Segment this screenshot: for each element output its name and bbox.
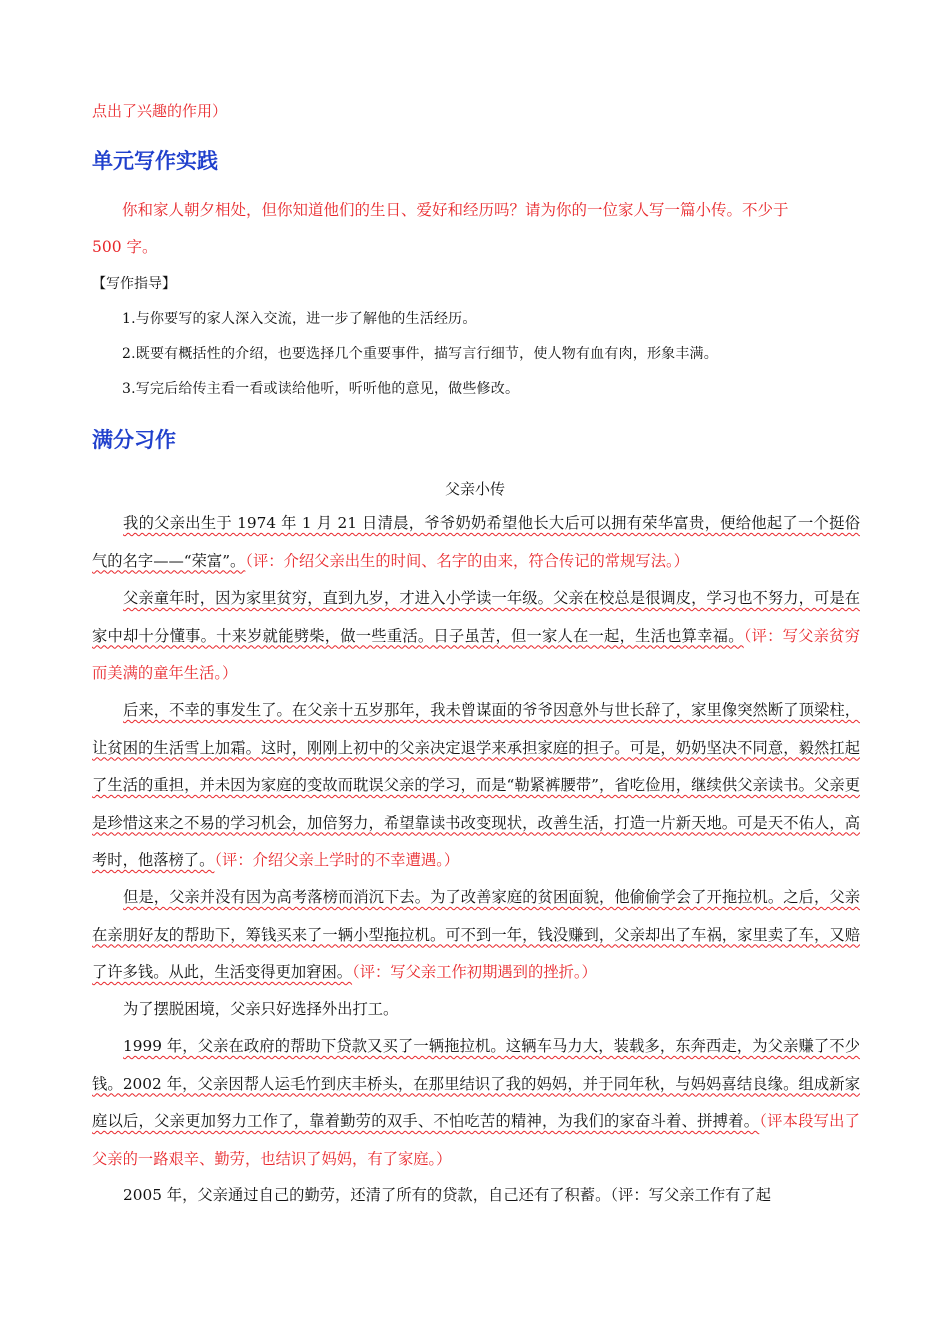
paragraph-comment: （评：写父亲工作初期遇到的挫折。） <box>352 963 597 981</box>
essay-paragraph <box>92 1177 860 1215</box>
essay-paragraph <box>92 692 860 880</box>
essay-paragraph <box>92 879 860 992</box>
essay-paragraph <box>92 505 860 580</box>
essay-paragraph <box>92 991 860 1029</box>
paragraph-comment: （评：写父亲贫穷而美满的童年生活。） <box>92 626 860 682</box>
essay-paragraph <box>92 1028 860 1178</box>
essay-title: 父亲小传 <box>444 480 505 498</box>
paragraph-text: 为了摆脱困境，父亲只好选择外出打工。 <box>123 1000 399 1018</box>
paragraph-text: 我的父亲出生于 1974 年 1 月 21 日清晨，爷爷奶奶希望他长大后可以拥有荣华富贵，便给他起了一个挺俗气的名字——“荣富”。 <box>92 514 860 570</box>
writing-guide-item: 2.既要有概括性的介绍，也要选择几个重要事件，描写言行细节，使人物有血有肉，形象丰满。 <box>122 346 718 362</box>
paragraph-text: 1999 年，父亲在政府的帮助下贷款又买了一辆拖拉机。这辆车马力大，装载多，东奔西走，为父亲赚了不少钱。2002 年，父亲因帮人运毛竹到庆丰桥头，在那里结识了我的妈妈，并于同年秋，与妈妈喜结良缘。组成新家庭以后，父亲更加努力工作了，靠着勤劳的双手、不怕吃苦的精神，为我们的家奋斗着、拼搏着。 <box>92 1037 860 1130</box>
top-fragment: 点出了兴趣的作用） <box>92 102 228 120</box>
paragraph-text: 父亲童年时，因为家里贫穷，直到九岁，才进入小学读一年级。父亲在校总是很调皮，学习也不努力，可是在家中却十分懂事。十来岁就能劈柴，做一些重活。日子虽苦，但一家人在一起，生活也算幸福。 <box>92 589 860 645</box>
writing-guide-label: 【写作指导】 <box>92 276 176 292</box>
paragraph-text: 但是，父亲并没有因为高考落榜而消沉下去。为了改善家庭的贫困面貌，他偷偷学会了开拖拉机。之后，父亲在亲朋好友的帮助下，筹钱买来了一辆小型拖拉机。可不到一年，钱没赚到，父亲却出了车祸，家里卖了车，又赔了许多钱。从此，生活变得更加窘困。 <box>92 888 860 981</box>
section-heading-writing-practice: 单元写作实践 <box>92 149 218 173</box>
writing-prompt-line-2: 500 字。 <box>92 238 158 256</box>
paragraph-text: 2005 年，父亲通过自己的勤劳，还清了所有的贷款，自己还有了积蓄。（评：写父亲工作有了起 <box>123 1186 772 1204</box>
paragraph-comment: （评本段写出了父亲的一路艰辛、勤劳，也结识了妈妈，有了家庭。） <box>92 1112 860 1168</box>
essay-paragraph <box>92 580 860 693</box>
paragraph-text: 后来，不幸的事发生了。在父亲十五岁那年，我未曾谋面的爷爷因意外与世长辞了，家里像突然断了顶梁柱，让贫困的生活雪上加霜。这时，刚刚上初中的父亲决定退学来承担家庭的担子。可是，奶奶坚决不同意，毅然扛起了生活的重担，并未因为家庭的变故而耽误父亲的学习，而是“勒紧裤腰带”，省吃俭用，继续供父亲读书。父亲更是珍惜这来之不易的学习机会，加倍努力，希望靠读书改变现状，改善生活，打造一片新天地。可是天不佑人，高考时，他落榜了。 <box>92 701 860 869</box>
paragraph-comment: （评：介绍父亲出生的时间、名字的由来，符合传记的常规写法。） <box>245 551 689 570</box>
writing-guide-item: 1.与你要写的家人深入交流，进一步了解他的生活经历。 <box>122 311 477 327</box>
writing-prompt-line-1: 你和家人朝夕相处，但你知道他们的生日、爱好和经历吗？请为你的一位家人写一篇小传。不少于 <box>122 201 789 219</box>
paragraph-comment: （评：介绍父亲上学时的不幸遭遇。） <box>214 851 460 869</box>
section-heading-model-essay: 满分习作 <box>92 428 176 452</box>
writing-guide-item: 3.写完后给传主看一看或读给他听，听听他的意见，做些修改。 <box>122 381 520 397</box>
